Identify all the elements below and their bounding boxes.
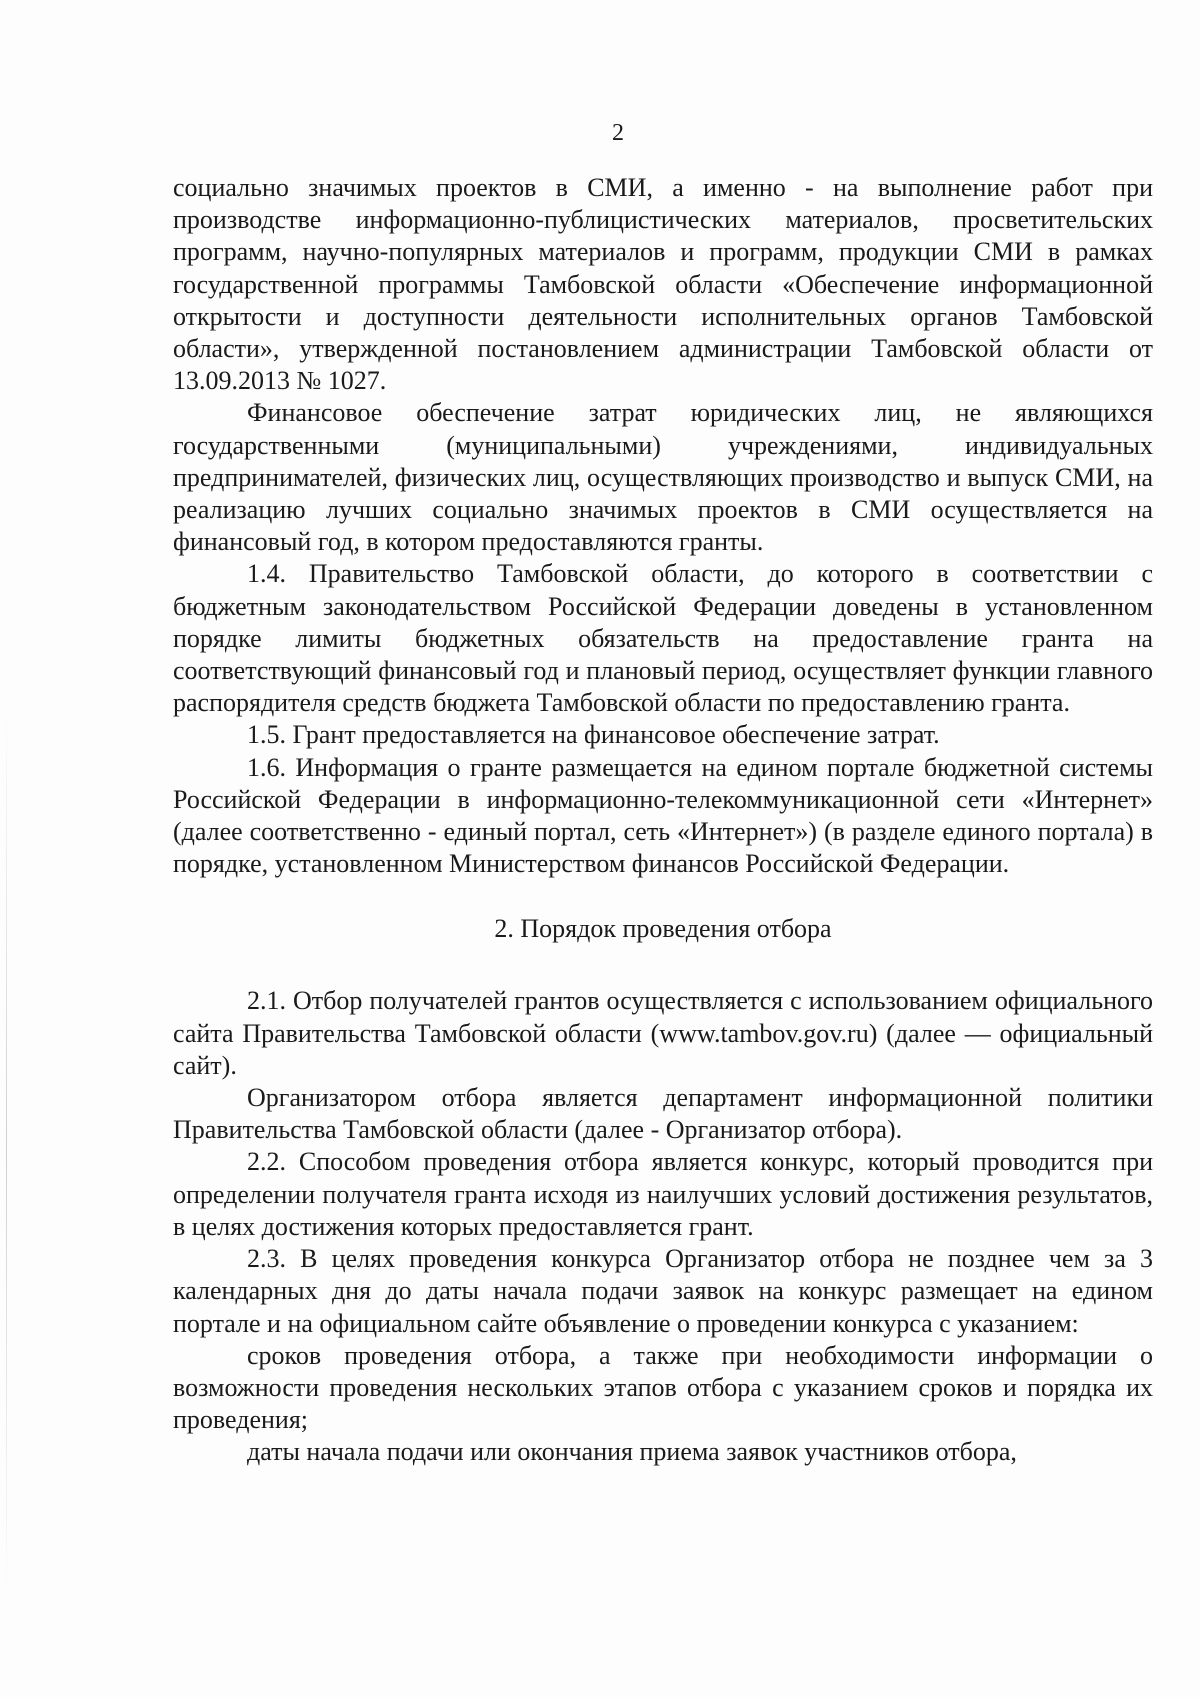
paragraph-organizer: Организатором отбора является департамент информационной политики Правительства Тамбовской области (далее - Организатор отбора). (173, 1083, 1153, 1145)
paragraph-continuation: социально значимых проектов в СМИ, а именно - на выполнение работ при производстве информационно-публицистических материалов, просветительских программ, научно-популярных материалов и программ, продукции СМИ в рамках государственной программы Тамбовской области «Обеспечение информационной открытости и доступности деятельности исполнительных органов Тамбовской области», утвержденной постановлением администрации Тамбовской области от 13.09.2013 № 1027. (173, 173, 1153, 396)
scan-edge-shadow (6, 700, 7, 1600)
paragraph-2-3: 2.3. В целях проведения конкурса Организатор отбора не позднее чем за 3 календарных дня до даты начала подачи заявок на конкурс размещает на едином портале и на официальном сайте объявление о проведении конкурса с указанием: (173, 1244, 1153, 1338)
paragraph-terms: сроков проведения отбора, а также при необходимости информации о возможности проведения нескольких этапов отбора с указанием сроков и порядка их проведения; (173, 1340, 1153, 1435)
paragraph-2-1: 2.1. Отбор получателей грантов осуществляется с использованием официального сайта Правительства Тамбовской области (www.tambov.gov.ru) (далее — официальный сайт). (173, 986, 1153, 1080)
document-body (173, 172, 1153, 1469)
paragraph-dates: даты начала подачи или окончания приема заявок участников отбора, (247, 1437, 1017, 1467)
paragraph-1-5: 1.5. Грант предоставляется на финансовое обеспечение затрат. (247, 720, 940, 750)
page-number: 2 (612, 120, 624, 146)
paragraph-1-4: 1.4. Правительство Тамбовской области, до которого в соответствии с бюджетным законодательством Российской Федерации доведены в установленном порядке лимиты бюджетных обязательств на предоставление гранта на соответствующий финансовый год и плановый период, осуществляет функции главного распорядителя средств бюджета Тамбовской области по предоставлению гранта. (173, 559, 1153, 718)
section-heading: 2. Порядок проведения отбора (494, 914, 832, 944)
paragraph-2-2: 2.2. Способом проведения отбора является конкурс, который проводится при определении получателя гранта исходя из наилучших условий достижения результатов, в целях достижения которых предоставляется грант. (173, 1147, 1153, 1241)
paragraph-1-6: 1.6. Информация о гранте размещается на едином портале бюджетной системы Российской Федерации в информационно-телекоммуникационной сети «Интернет» (далее соответственно - единый портал, сеть «Интернет») (в разделе единого портала) в порядке, установленном Министерством финансов Российской Федерации. (173, 752, 1153, 879)
paragraph-financing: Финансовое обеспечение затрат юридических лиц, не являющихся государственными (муниципальными) учреждениями, индивидуальных предпринимателей, физических лиц, осуществляющих производство и выпуск СМИ, на реализацию лучших социально значимых проектов в СМИ осуществляется на финансовый год, в котором предоставляются гранты. (173, 398, 1153, 557)
